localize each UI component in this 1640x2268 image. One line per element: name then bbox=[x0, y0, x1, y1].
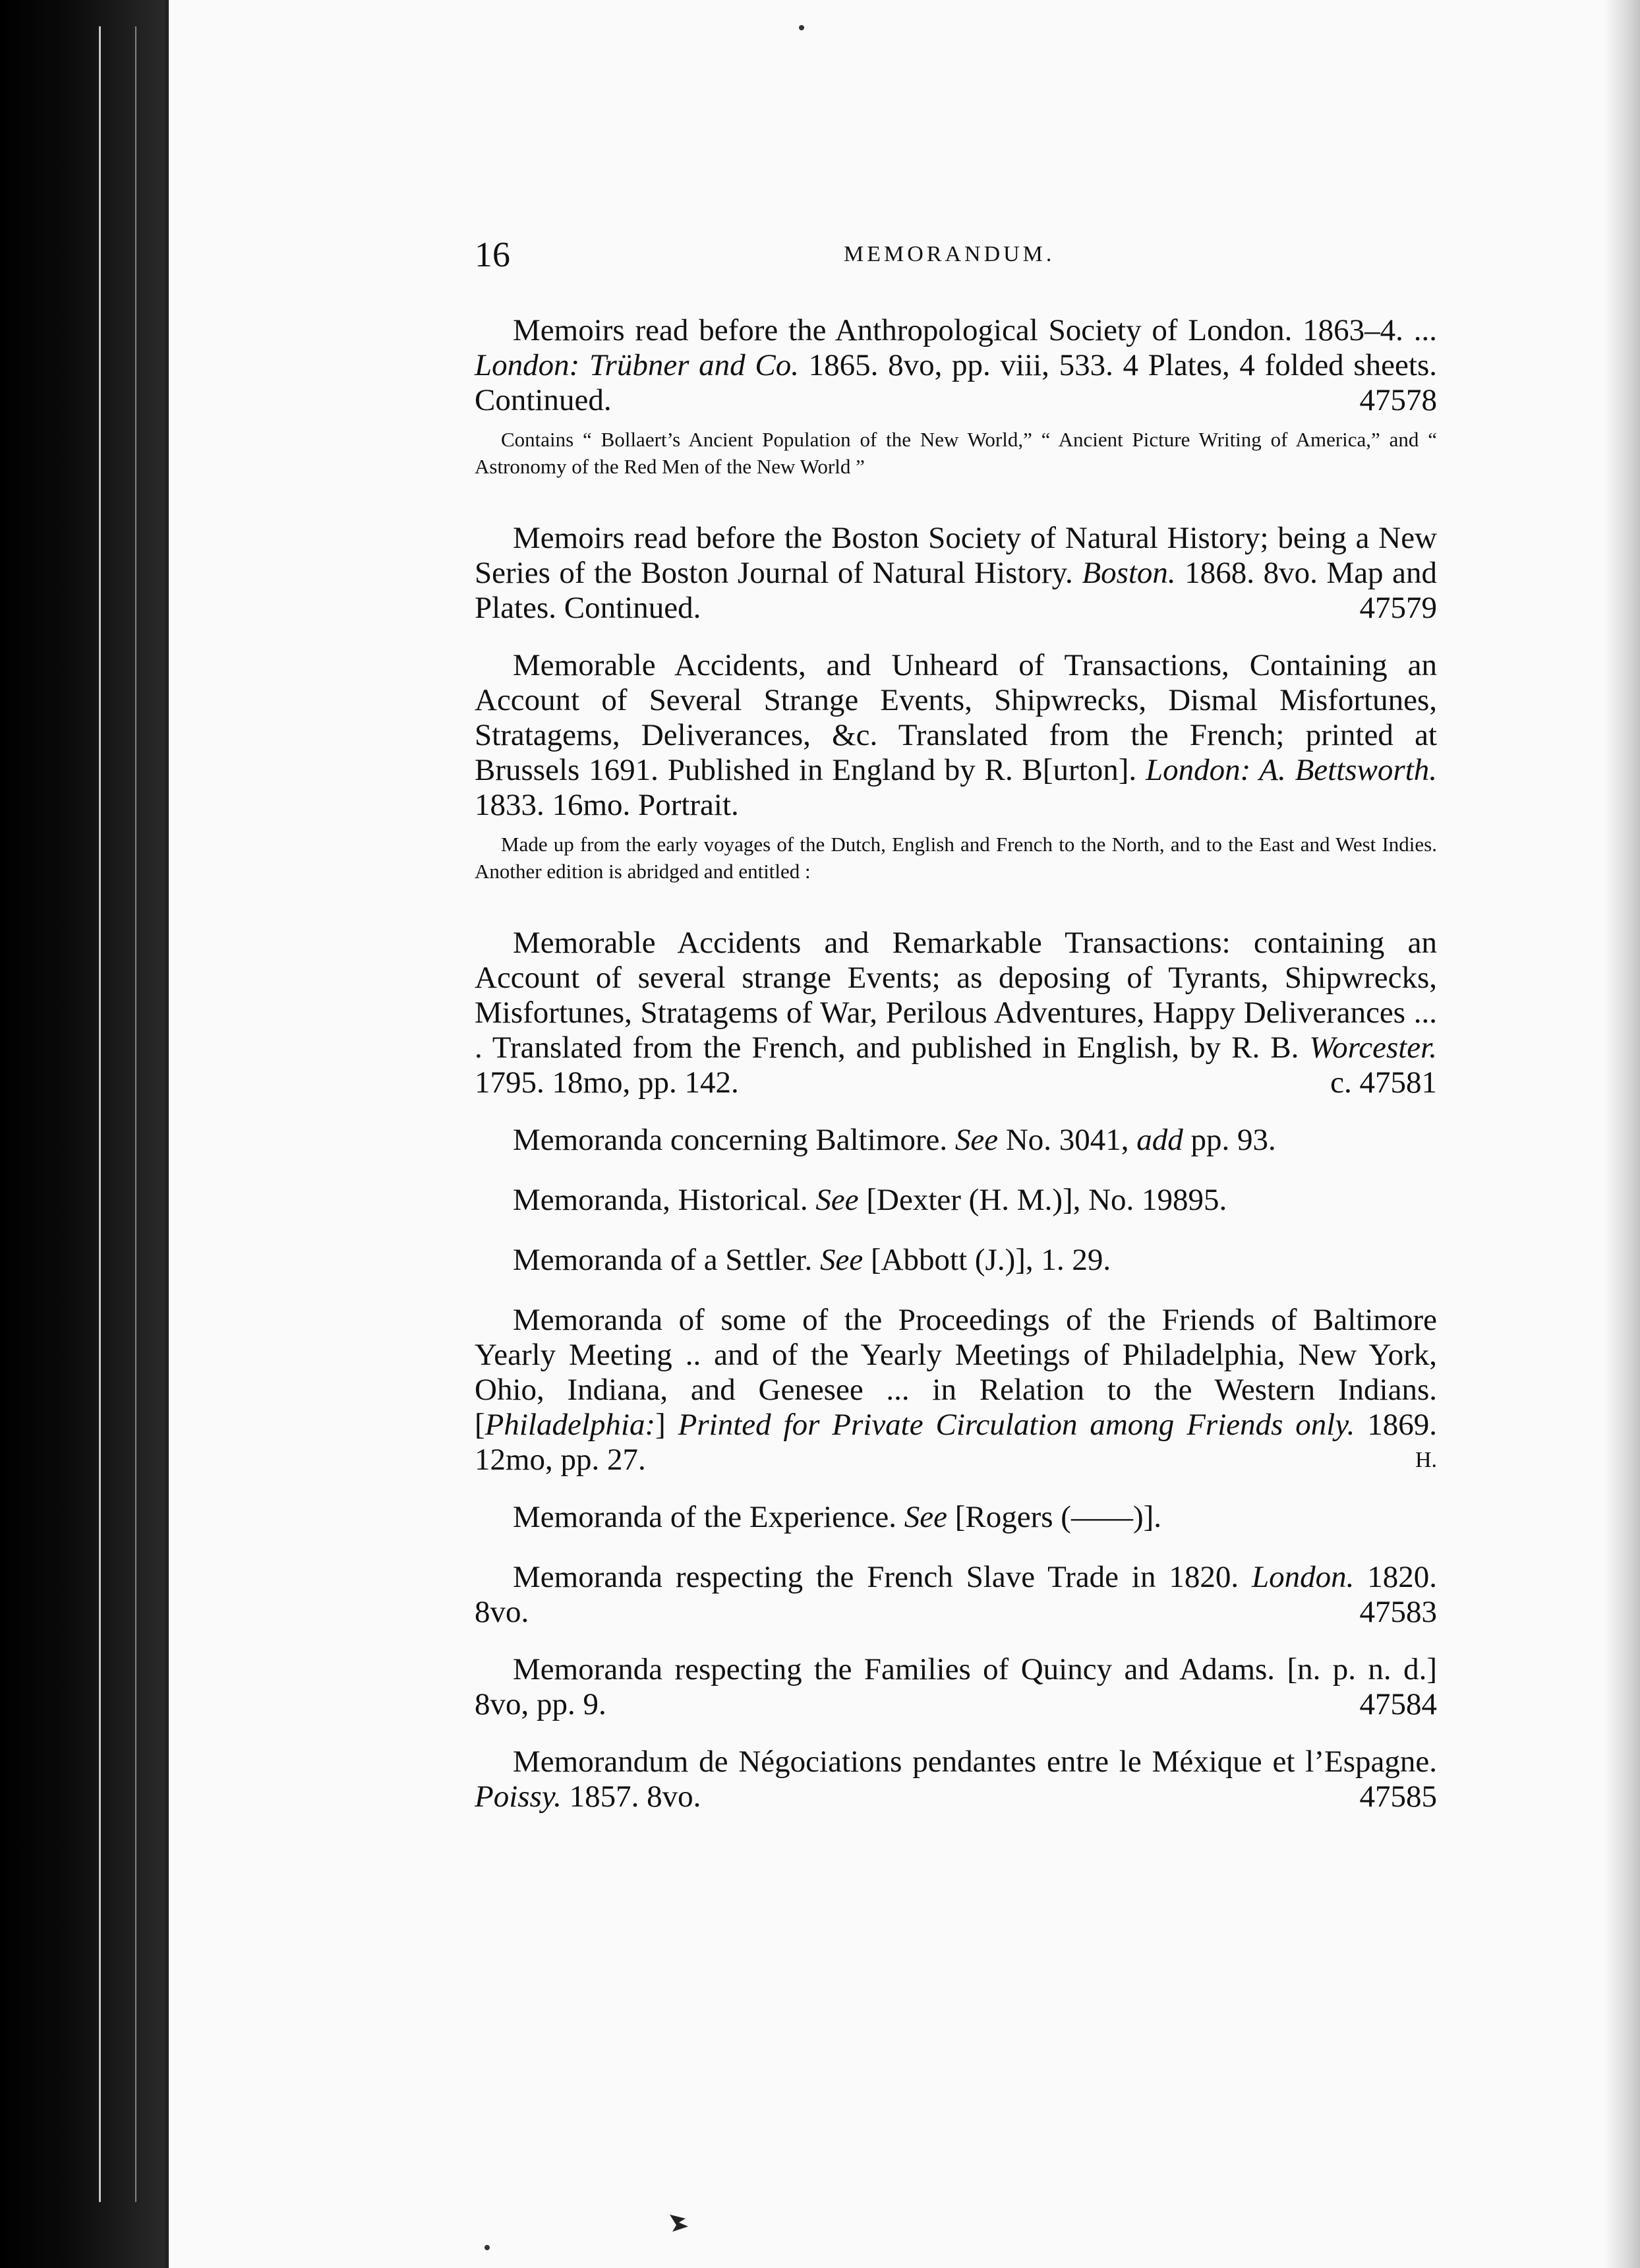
catalog-entry: Memoranda of the Experience. See [Rogers (——)]. bbox=[513, 1500, 1162, 1534]
catalog-entry: Memoirs read before the Boston Society of Natural History; being a New Series of the Boston Journal of Natural History. Boston. 1868. 8vo. Map and Plates. Continued. 47579 bbox=[475, 521, 1437, 625]
entry-number: 47579 bbox=[1359, 591, 1437, 625]
catalog-entry: Memoranda of a Settler. See [Abbott (J.)], 1. 29. bbox=[513, 1243, 1111, 1277]
catalog-entries bbox=[475, 313, 1437, 1837]
catalog-entry: Memoranda, Historical. See [Dexter (H. M.)], No. 19895. bbox=[513, 1183, 1227, 1217]
entry-number: 47583 bbox=[1359, 1595, 1437, 1629]
entry-note: Made up from the early voyages of the Dutch, English and French to the North, and to the East and West Indies. Another edition is abridged and entitled : bbox=[475, 833, 1437, 883]
paper-speck bbox=[799, 25, 804, 30]
binding-edge-line bbox=[135, 26, 136, 2202]
entry-note: Contains “ Bollaert’s Ancient Population of the New World,” “ Ancient Picture Writing of America,” and “ Astronomy of the Red Men of the New World ” bbox=[475, 428, 1437, 478]
catalog-entry: Memorable Accidents and Remarkable Transactions: containing an Account of several strange Events; as deposing of Tyrants, Shipwrecks, Misfortunes, Stratagems of War, Perilous Adventures, Happy Deliverances ... . Translated from the French, and published in English, by R. B. Worcester. 1795. 18mo, pp. 142. c. 47581 bbox=[475, 926, 1437, 1100]
paper-speck bbox=[484, 2245, 490, 2250]
page-header bbox=[475, 234, 1437, 274]
catalog-entry: Memorandum de Négociations pendantes entre le Méxique et l’Espagne. Poissy. 1857. 8vo. 47585 bbox=[475, 1745, 1437, 1814]
catalog-entry: Memoranda respecting the French Slave Trade in 1820. London. 1820. 8vo. 47583 bbox=[475, 1560, 1438, 1629]
library-stamp-mark bbox=[666, 2212, 692, 2234]
book-binding-shadow bbox=[0, 0, 165, 2268]
entry-number: 47578 bbox=[1359, 383, 1437, 417]
page-number: 16 bbox=[475, 235, 510, 274]
catalog-entry: Memoranda respecting the Families of Quincy and Adams. [n. p. n. d.] 8vo, pp. 9. 47584 bbox=[475, 1652, 1437, 1721]
running-head: MEMORANDUM. bbox=[844, 242, 1055, 266]
catalog-entry: Memorable Accidents, and Unheard of Transactions, Containing an Account of Several Strange Events, Shipwrecks, Dismal Misfortunes, Stratagems, Deliverances, &c. Translated from the French; printed at Brussels 1691. Published in England by R. B[urton]. London: A. Bettsworth. 1833. 16mo. Portrait. bbox=[475, 648, 1438, 822]
page-edge-shadow bbox=[1604, 0, 1640, 2268]
catalog-entry: Memoranda of some of the Proceedings of the Friends of Baltimore Yearly Meeting .. and of the Yearly Meetings of Philadelphia, New York, Ohio, Indiana, and Genesee ... in Relation to the Western Indians. [Philadelphia:] Printed for Private Circulation among Friends only. 1869. 12mo, pp. 27. H. bbox=[475, 1303, 1437, 1477]
catalog-entry: Memoirs read before the Anthropological Society of London. 1863–4. ... London: Trübner and Co. 1865. 8vo, pp. viii, 533. 4 Plates, 4 folded sheets. Continued. 47578 bbox=[475, 313, 1437, 417]
catalog-entry: Memoranda concerning Baltimore. See No. 3041, add pp. 93. bbox=[513, 1123, 1276, 1157]
binding-edge-line bbox=[99, 26, 101, 2202]
entry-number: c. 47581 bbox=[1330, 1065, 1437, 1100]
entry-number: 47584 bbox=[1359, 1687, 1437, 1721]
entry-number: H. bbox=[1415, 1448, 1437, 1472]
entry-number: 47585 bbox=[1359, 1779, 1437, 1814]
